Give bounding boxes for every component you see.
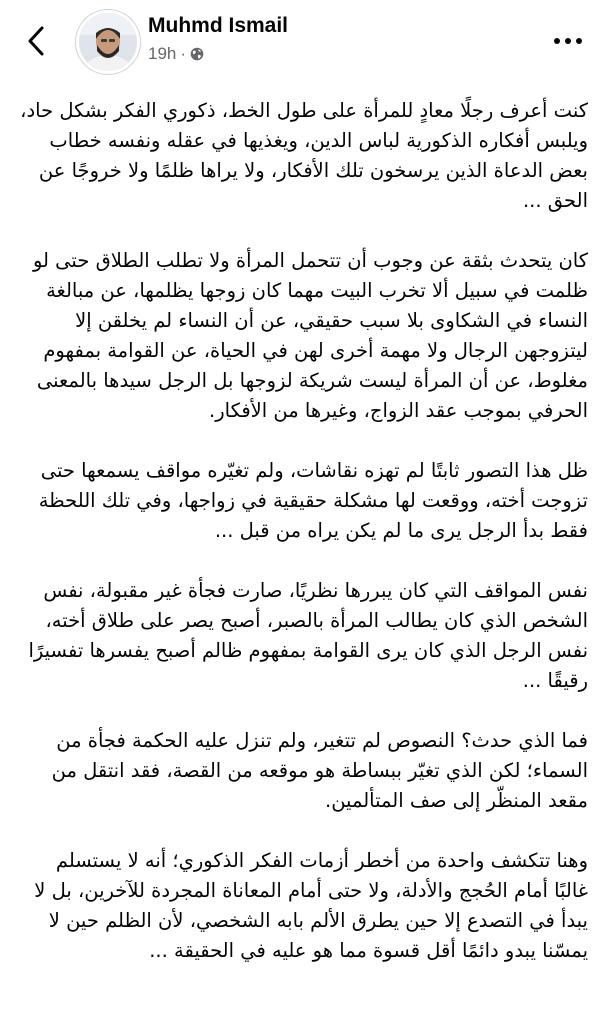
back-button[interactable] (22, 24, 50, 58)
post-meta (148, 44, 204, 64)
meta-separator: · (180, 44, 187, 63)
avatar[interactable] (76, 10, 140, 74)
chevron-left-icon (27, 26, 45, 56)
more-options-button[interactable] (548, 26, 588, 56)
post-paragraph: فما الذي حدث؟ النصوص لم تتغير، ولم تنزل عليه الحكمة فجأة من السماء؛ لكن الذي تغيّر ببساطة هو موقعه من القصة، فقد انتقل من مقعد المنظّر إلى صف المتألمين. (51, 729, 588, 812)
post-paragraph: وهنا تتكشف واحدة من أخطر أزمات الفكر الذكوري؛ أنه لا يستسلم غالبًا أمام الحُجج والأدلة، ولا حتى أمام المعاناة المجردة للآخرين، بل لا يبدأ في التصدع إلا حين يطرق الألم بابه الشخصي، لأن الظلم حين لا يمسّنا يبدو دائمًا أقل قسوة مما هو عليه في الحقيقة ... (34, 849, 588, 962)
avatar-image (79, 13, 137, 71)
post-paragraph: كنت أعرف رجلًا معادٍ للمرأة على طول الخط، ذكوري الفكر بشكل حاد، ويلبس أفكاره الذكورية لباس الدين، ويغذيها في عقله ونفسه خطاب بعض الدعاة الذين يرسخون تلك الأفكار، ولا يراها ظلمًا ولا خروجًا عن الحق ... (20, 99, 588, 212)
post-paragraph: ظل هذا التصور ثابتًا لم تهزه نقاشات، ولم تغيّره مواقف يسمعها حتى تزوجت أخته، ووقعت لها مشكلة حقيقية في زواجها، وفي تلك اللحظة فقط بدأ الرجل يرى ما لم يكن يراه من قبل ... (38, 459, 588, 542)
post-header (0, 0, 604, 82)
globe-icon (190, 47, 204, 61)
author-name[interactable]: Muhmd Ismail (148, 14, 289, 37)
post-paragraph: نفس المواقف التي كان يبررها نظريًا، صارت فجأة غير مقبولة، نفس الشخص الذي كان يطالب المرأة بالصبر، أصبح يصر على طلاق أخته، نفس الرجل الذي كان يرى القوامة بمفهوم ظالم أصبح يفسرها تفسيرًا رقيقًا ... (28, 579, 588, 692)
post-timestamp[interactable]: 19h (148, 44, 177, 63)
post-paragraph: كان يتحدث بثقة عن وجوب أن تتحمل المرأة ولا تطلب الطلاق حتى لو ظلمت في سبيل ألا تخرب البيت مهما كان زوجها يظلمها، عن مبالغة النساء في الشكاوى بلا سبب حقيقي، عن أن النساء لم يخلقن إلا ليتزوجهن الرجال ولا مهمة أخرى لهن في الحياة، عن القوامة بمفهوم مغلوط، عن أن المرأة ليست شريكة لزوجها بل الرجل سيدها بالمعنى الحرفي بموجب عقد الزواج، وغيرها من الأفكار. (32, 249, 588, 422)
more-horizontal-icon (553, 37, 583, 45)
post-body (18, 96, 588, 996)
